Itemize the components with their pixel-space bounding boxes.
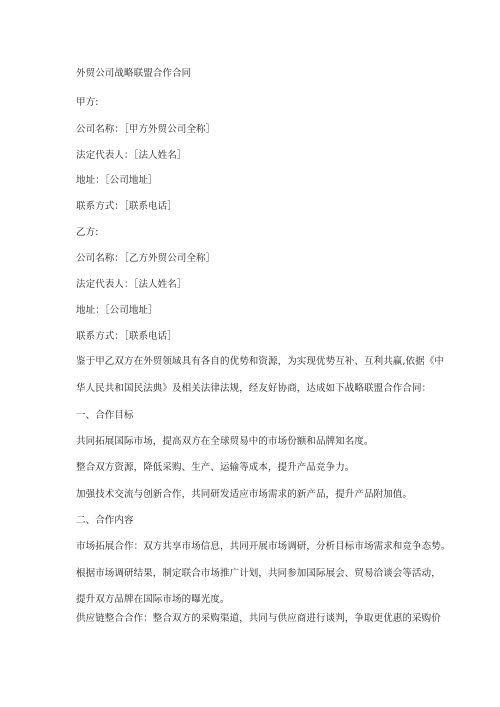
preamble-line: 鉴于甲乙双方在外贸领域具有各自的优势和资源，为实现优势互补、互利共赢,依据《中 [76, 356, 444, 367]
section2-heading: 二、合作内容 [76, 515, 134, 526]
party-b-legal-rep: 法定代表人：［法人姓名］ [76, 279, 187, 290]
preamble-line: 华人民共和国民法典》及相关法律法规，经友好协商，达成如下战略联盟合作合同： [76, 383, 432, 394]
party-a-heading: 甲方: [76, 97, 99, 108]
section2-line: 提升双方品牌在国际市场的曝光度。 [76, 594, 230, 605]
section2-line: 供应链整合合作：整合双方的采购渠道，共同与供应商进行谈判，争取更优惠的采购价 [76, 613, 441, 624]
party-b-contact: 联系方式：［联系电话］ [76, 331, 177, 342]
party-b-company: 公司名称：［乙方外贸公司全称］ [76, 253, 216, 264]
party-a-legal-rep: 法定代表人：［法人姓名］ [76, 150, 187, 161]
party-b-heading: 乙方: [76, 227, 99, 238]
section1-item: 共同拓展国际市场，提高双方在全球贸易中的市场份额和品牌知名度。 [76, 436, 374, 447]
section1-item: 加强技术交流与创新合作，共同研发适应市场需求的新产品，提升产品附加值。 [76, 489, 413, 500]
party-a-company: 公司名称：［甲方外贸公司全称］ [76, 124, 216, 135]
document-title: 外贸公司战略联盟合作合同 [76, 68, 192, 79]
party-a-contact: 联系方式：［联系电话］ [76, 201, 177, 212]
party-b-address: 地址：［公司地址］ [76, 305, 158, 316]
section2-line: 市场拓展合作：双方共享市场信息，共同开展市场调研，分析目标市场需求和竞争态势。 [76, 541, 451, 552]
party-a-address: 地址：［公司地址］ [76, 175, 158, 186]
section2-line: 根据市场调研结果，制定联合市场推广计划，共同参加国际展会、贸易洽谈会等活动， [76, 568, 441, 579]
section1-item: 整合双方资源，降低采购、生产、运输等成本，提升产品竞争力。 [76, 462, 355, 473]
section1-heading: 一、合作目标 [76, 410, 134, 421]
